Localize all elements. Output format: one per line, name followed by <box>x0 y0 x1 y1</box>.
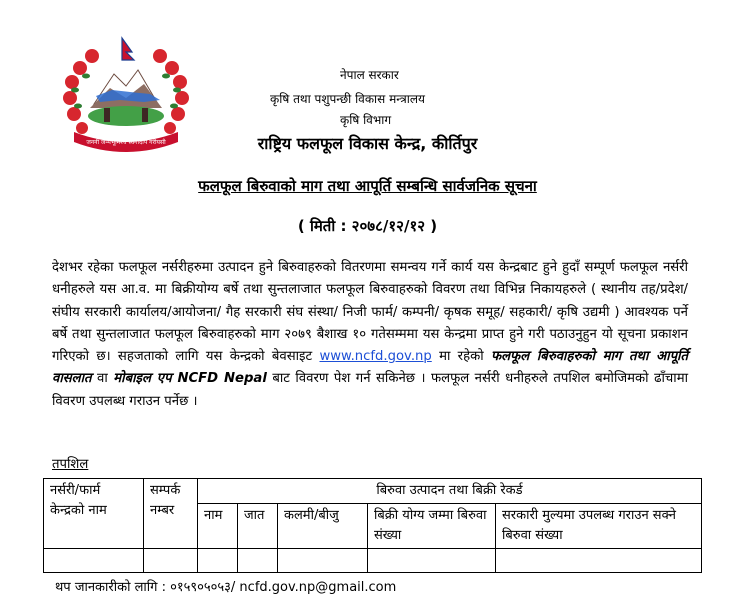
header-contact-number: सम्पर्क नम्बर <box>144 479 198 549</box>
header-plant-name: नाम <box>198 504 238 549</box>
contact-footer: थप जानकारीको लागि : ०१५९०५०५३/ ncfd.gov.np@gmail.com <box>55 580 397 595</box>
ministry-name: कृषि तथा पशुपन्छी विकास मन्त्रालय <box>270 92 425 106</box>
header-saleable-count: बिक्री योग्य जम्मा बिरुवा संख्या <box>368 504 496 549</box>
header-production-record: बिरुवा उत्पादन तथा बिक्री रेकर्ड <box>198 479 702 504</box>
body-text-3: वा <box>97 371 108 387</box>
table-cell <box>198 549 238 573</box>
government-name: नेपाल सरकार <box>340 68 399 82</box>
emblem-motto: जननी जन्मभूमिश्च स्वर्गादपि गरीयसी <box>86 139 166 146</box>
header-nursery-name: नर्सरी/फार्म केन्द्रको नाम <box>44 479 144 549</box>
table-row <box>44 549 702 573</box>
table-cell <box>144 549 198 573</box>
office-name: राष्ट्रिय फलफूल विकास केन्द्र, कीर्तिपुर <box>257 134 478 153</box>
schedule-label: तपशिल <box>52 457 89 472</box>
balance-sheet-name: फलफूल बिरुवाहरुको माग तथा आपूर्ति वासलात <box>52 349 688 387</box>
header-graft-seed: कलमी/बीजु <box>278 504 368 549</box>
header-variety: जात <box>238 504 278 549</box>
body-text-4: बाट विवरण पेश गर्न सकिनेछ । फलफूल नर्सरी धनीहरुले तपशिल बमोजिमको ढाँचामा विवरण उपलब्ध गराउन पर्नेछ । <box>52 371 689 409</box>
notice-date: ( मिती : २०७८/१२/१२ ) <box>297 217 438 235</box>
website-link[interactable]: www.ncfd.gov.np <box>319 349 432 365</box>
header-govt-price-count: सरकारी मुल्यमा उपलब्ध गराउन सक्ने बिरुवा संख्या <box>496 504 702 549</box>
body-text-2: मा रहेको <box>439 349 484 365</box>
table-cell <box>278 549 368 573</box>
table-cell <box>238 549 278 573</box>
body-text-1: देशभर रहेका फलफूल नर्सरीहरुमा उत्पादन हुने बिरुवाहरुको वितरणमा समन्वय गर्ने कार्य यस केन्द्रबाट हुने हुदाँ सम्पूर्ण फलफूल नर्सरी धनीहरुले यस आ.व. मा बिक्रीयोग्य बर्षे तथा सुन्तलाजात फलफूल बिरुवाहरुको विवरण तथा विभिन्न निकायहरुले ( स्थानीय तह/प्रदेश/संघीय सरकारी कार्यालय/आयोजना/ गैह सरकारी संघ संस्था/ निजी फार्म/ कम्पनी/ कृषक समूह/ सहकारी/ कृषि उद्यमी ) आवश्यक पर्ने बर्षे तथा सुन्तलाजात फलफूल बिरुवाहरुको माग २०७९ बैशाख १० गतेसम्ममा यस केन्द्रमा प्राप्त हुने गरी पठाउनुहुन यो सूचना प्रकाशन गरिएको छ। सहजताको लागि यस केन्द्रको बेवसाइट <box>52 260 688 365</box>
mobile-app-name: मोबाइल एप NCFD Nepal <box>113 371 267 387</box>
schedule-table <box>43 478 702 573</box>
table-cell <box>44 549 144 573</box>
table-cell <box>496 549 702 573</box>
table-cell <box>368 549 496 573</box>
notice-body <box>52 257 688 413</box>
department-name: कृषि विभाग <box>340 113 392 127</box>
notice-subject: फलफूल बिरुवाको माग तथा आपूर्ति सम्बन्धि सार्वजनिक सूचना <box>198 177 537 195</box>
